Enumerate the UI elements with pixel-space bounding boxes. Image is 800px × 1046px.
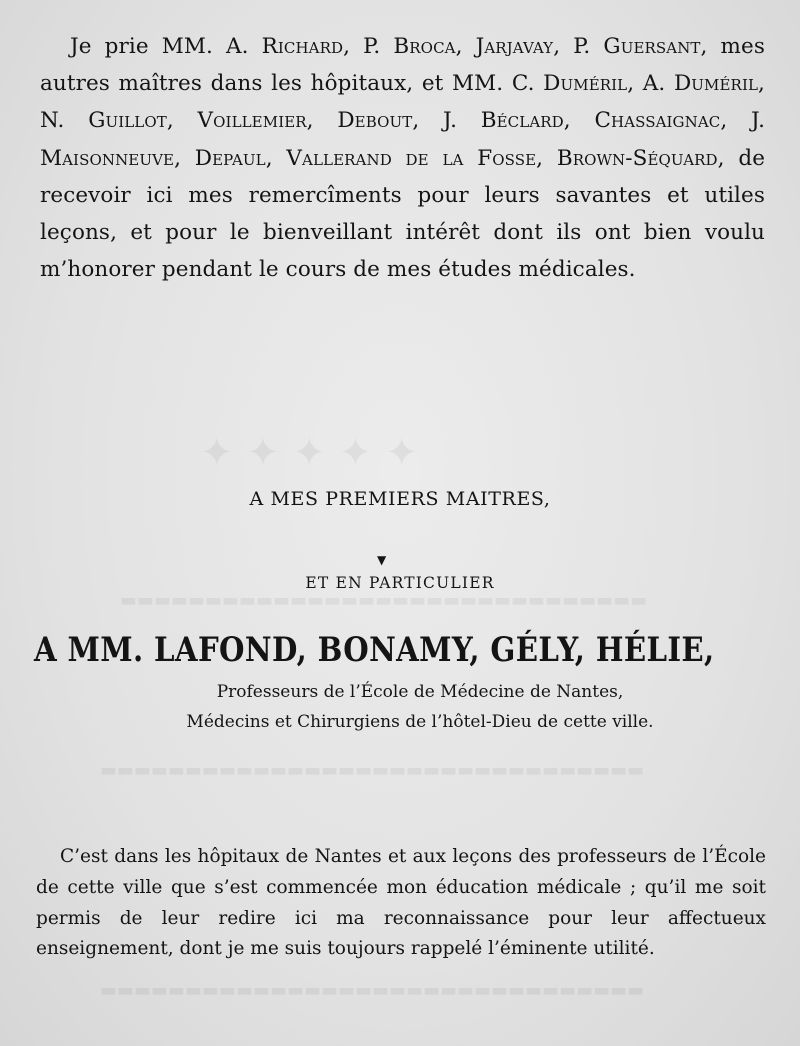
- text-run: Je prie MM. A.: [70, 34, 262, 59]
- name-jarjavay: Jarjavay: [475, 34, 554, 59]
- text-run: ,: [306, 108, 338, 134]
- text-run: , J.: [720, 108, 766, 134]
- closing-paragraph-text: C’est dans les hôpitaux de Nantes et aux leçons des professeurs de l’École de cette ville que s’est commencée mon éducation médicale ; qu’il me soit permis de leur redire ici ma reconnaissance pour leur affectueux enseignement, dont je me suis toujours rappelé l’éminente utilité.: [36, 846, 766, 960]
- dedication-role-line-2: Médecins et Chirurgiens de l’hôtel-Dieu de cette ville.: [186, 712, 654, 732]
- text-run: ,: [166, 108, 198, 134]
- name-guillot: Guillot: [88, 108, 167, 134]
- name-brown-sequard: Brown-Séquard: [556, 145, 718, 171]
- ornament-icon: ▼: [377, 553, 387, 567]
- text-run: , de recevoir ici mes remercîments pour leurs savantes et utiles leçons, et pour le bienveillant intérêt dont ils ont bien voulu m’honorer pendant le cours de mes études médicales.: [40, 145, 766, 283]
- text-run: ,: [265, 145, 287, 171]
- text-run: , P.: [553, 34, 604, 59]
- name-chassaignac: Chassaignac: [594, 108, 721, 134]
- name-beclard: Béclard: [480, 108, 564, 134]
- name-dumeril-a: Duméril: [673, 71, 759, 97]
- text-run: , mes autres maîtres dans les hôpitaux, et MM. C.: [40, 34, 765, 97]
- text-run: , P.: [343, 34, 394, 59]
- text-run: , A.: [627, 71, 674, 97]
- bleed-through-line: ▬▬▬▬▬▬▬▬▬▬▬▬▬▬▬▬▬▬▬▬▬▬▬▬▬▬▬▬▬▬▬: [120, 590, 648, 611]
- closing-paragraph: [36, 842, 766, 965]
- name-voillemier: Voillemier: [197, 108, 307, 134]
- name-maisonneuve: Maisonneuve: [40, 145, 175, 171]
- bleed-through-ornament: ✦ ✦ ✦ ✦ ✦: [200, 430, 419, 476]
- name-richard: Richard: [261, 34, 344, 59]
- name-broca: Broca: [393, 34, 456, 59]
- text-run: ,: [174, 145, 195, 171]
- name-guersant: Guersant: [603, 34, 701, 59]
- text-run: , J.: [412, 108, 481, 134]
- text-run: ,: [563, 108, 595, 134]
- name-dumeril-c: Duméril: [543, 71, 628, 97]
- name-debout: Debout: [337, 108, 413, 134]
- dedication-names: A MM. LAFOND, BONAMY, GÉLY, HÉLIE,: [34, 630, 715, 670]
- text-run: ,: [536, 145, 557, 171]
- text-run: , N.: [40, 71, 765, 134]
- acknowledgment-paragraph: [40, 28, 765, 288]
- dedication-role-line-1: Professeurs de l’École de Médecine de Nantes,: [216, 682, 624, 702]
- name-depaul: Depaul: [194, 145, 266, 171]
- bleed-through-line: ▬▬▬▬▬▬▬▬▬▬▬▬▬▬▬▬▬▬▬▬▬▬▬▬▬▬▬▬▬▬▬▬: [100, 980, 645, 1001]
- bleed-through-line: ▬▬▬▬▬▬▬▬▬▬▬▬▬▬▬▬▬▬▬▬▬▬▬▬▬▬▬▬▬▬▬▬: [100, 760, 645, 781]
- text-run: ,: [455, 34, 476, 59]
- dedication-heading: A MES PREMIERS MAITRES,: [249, 488, 551, 510]
- name-vallerand: Vallerand de la Fosse: [286, 145, 537, 171]
- dedication-subheading: ET EN PARTICULIER: [305, 574, 495, 592]
